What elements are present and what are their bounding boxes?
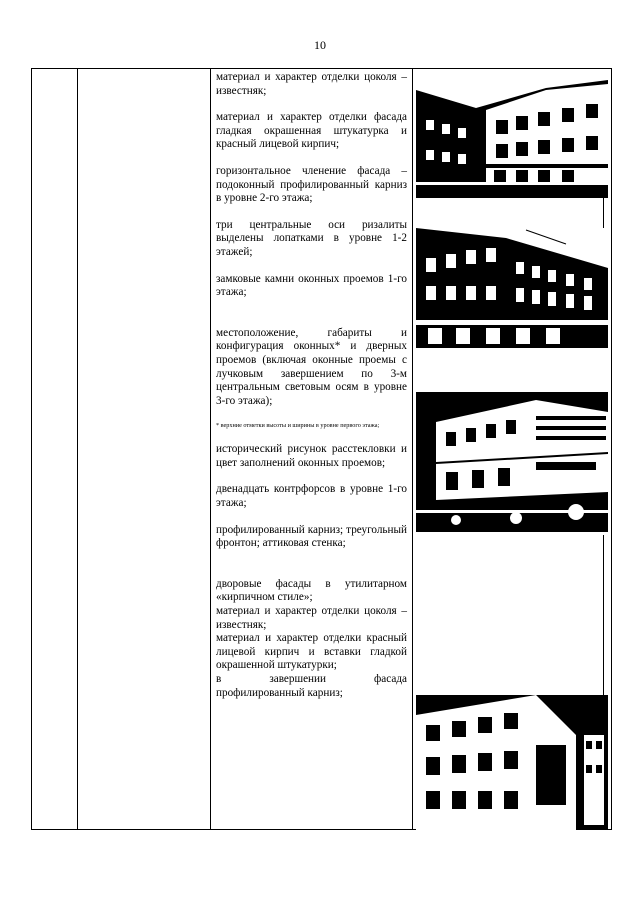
description-item: горизонтальное членение фасада – подоконный профилированный карниз в уровне 2-го этажа; [216,164,407,205]
facade-photo-2 [416,228,608,348]
table-column-divider [77,69,78,829]
description-item: дворовые фасады в утилитарном «кирпичном стиле»; [216,577,407,604]
scan-edge-mark [603,198,604,228]
description-item: материал и характер отделки красный лицевой кирпич и вставки гладкой окрашенной штукатурки; [216,632,407,672]
description-item: профилированный карниз; треугольный фронтон; аттиковая стенка; [216,523,407,550]
scan-edge-mark [603,535,604,695]
description-item: три центральные оси ризалиты выделены лопатками в уровне 1-2 этажей; [216,218,407,258]
description-item: материал и характер отделки фасада гладкая окрашенная штукатурка и красный лицевой кирпич; [216,111,407,151]
description-column [216,71,407,700]
footnote: * верхние отметки высоты и ширины в уровне первого этажа; [216,422,380,430]
description-item: замковые камни оконных проемов 1-го этажа; [216,272,407,299]
table-column-divider [412,69,413,829]
page-number: 10 [314,38,326,52]
description-item: двенадцать контрфорсов в уровне 1-го этажа; [216,483,407,510]
table-column-divider [210,69,211,829]
facade-photo-1 [416,70,608,198]
description-item: местоположение, габариты и конфигурация оконных* и дверных проемов (включая оконные проемы с лучковым завершением по 3-м центральным световым осям в уровне 3-го этажа); [216,326,407,407]
description-item: в завершении фасада профилированный карниз; [216,673,407,699]
facade-photo-3 [416,392,608,532]
description-item: материал и характер отделки цоколя – известняк; [216,71,407,97]
facade-photo-4 [416,695,608,830]
description-item: материал и характер отделки цоколя – известняк; [216,605,407,631]
description-item: исторический рисунок расстекловки и цвет заполнений оконных проемов; [216,443,407,469]
